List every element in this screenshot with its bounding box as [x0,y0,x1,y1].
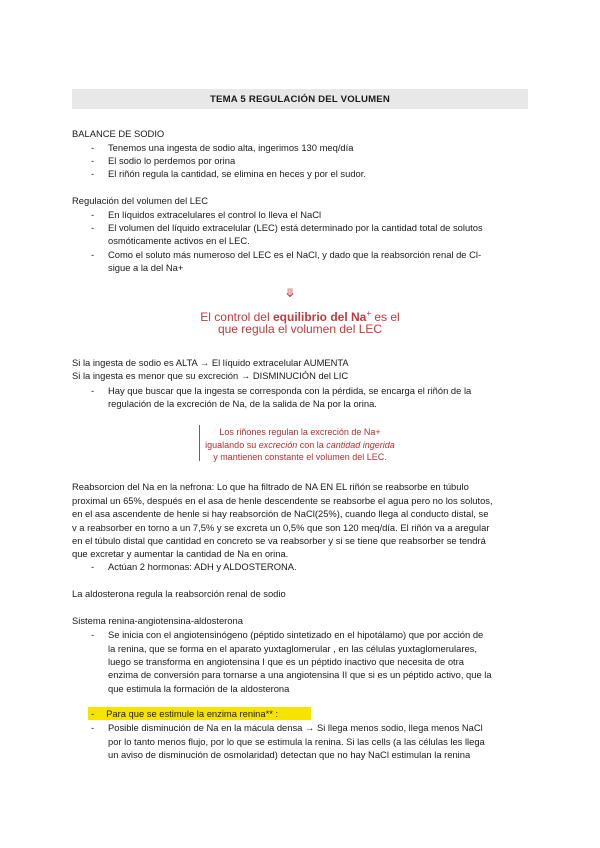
bullet-dash: - [91,722,95,733]
aldo-line: La aldosterona regula la reabsorción renal de sodio [72,588,286,599]
bullet-dash: - [91,249,95,260]
renina-line: por lo tanto menos flujo, por lo que se estimula la renina. Si las cells (a las células les llega [108,736,485,747]
page-title: TEMA 5 REGULACIÓN DEL VOLUMEN [209,93,391,105]
balance-item: El sodio lo perdemos por orina [108,155,236,166]
renina-highlight: - Para que se estimule la enzima renina** : [88,707,311,720]
lec-item-cont: sigue a la del Na+ [108,262,184,273]
bullet-dash: - [91,222,95,233]
lec-item: El volumen del líquido extracelular (LEC) está determinado por la cantidad total de solutos [108,222,483,233]
bullet-dash: - [91,155,95,166]
balance-item: El riñón regula la cantidad, se elimina en heces y por el sudor. [108,168,366,179]
reabs-item: Actúan 2 hormonas: ADH y ALDOSTERONA. [108,561,297,572]
callout-control-line2: que regula el volumen del LEC [217,322,383,336]
bullet-dash: - [91,385,95,396]
reabs-line: Reabsorcion del Na en la nefrona: Lo que ha filtrado de NA EN EL riñón se reabsorbe en túbulo [72,481,469,492]
sraa-line: luego se transforma en angiotensina I que es un péptido inactivo que necesita de otra [108,656,464,667]
callout-control-line1: El control del equilibrio del Na+ es el [200,309,400,324]
sraa-line: enzima de conversión para tornarse a una angiotensina II que si es un péptido activo, que la [108,669,492,680]
lec-item: Como el soluto más numeroso del LEC es el NaCl, y dado que la reabsorción renal de Cl- [108,249,482,260]
reabs-line: proximal un 65%, después en el asa de henle descendente se reabsorbe el agua pero no los solutos, [72,495,493,506]
lec-item: En líquidos extracelulares el control lo lleva el NaCl [108,209,322,220]
title-banner [72,89,528,109]
sraa-heading: Sistema renina-angiotensina-aldosterona [72,615,243,626]
reabs-line: en el asa ascendente de henle si hay reabsorción de NaCl(25%), cuando llega al conducto distal, se [72,508,489,519]
ingesta-line: Si la ingesta es menor que su excreción → DISMINUCIÓN del LIC [72,370,349,381]
sraa-line: Se inicia con el angiotensinógeno (péptido sintetizado en el hipotálamo) que por acción de [108,629,484,640]
sraa-line: la renina, que se forma en el aparato yuxtaglomerular , en las células yuxtaglomerulares, [108,643,477,654]
reabs-line: que excretar y aumentar la cantidad de Na en orina. [72,548,289,559]
down-arrow-icon: ⤋ [285,286,296,300]
sraa-line: que estimula la formación de la aldosterona [108,683,290,694]
bullet-dash: - [91,209,95,220]
bullet-dash: - [91,629,95,640]
lec-heading: Regulación del volumen del LEC [72,195,209,206]
balance-heading: BALANCE DE SODIO [72,128,165,139]
renina-line: un aviso de disminución de osmolaridad) detectan que no hay NaCl estimulan la renina [108,749,471,760]
callout-kidney: Los riñones regulan la excreción de Na+ igualando su excreción con la cantidad ingerida y mantienen constante el volumen del LEC. [205,427,395,462]
ingesta-line: Si la ingesta de sodio es ALTA → El líquido extracelular AUMENTA [72,357,349,368]
lec-item-cont: osmóticamente activos en el LEC. [108,235,250,246]
ingesta-item-cont: regulación de la excreción de Na, de la salida de Na por la orina. [108,398,377,409]
ingesta-item: Hay que buscar que la ingesta se corresponda con la pérdida, se encarga el riñón de la [108,385,472,396]
reabs-line: en el túbulo distal que cantidad en concreto se va reabsorber y si se tiene que reabsorber se tendrá [72,535,486,546]
bullet-dash: - [91,168,95,179]
renina-line: Posible disminución de Na en la mácula densa → Si llega menos sodio, llega menos NaCl [108,722,483,733]
bullet-dash: - [91,142,95,153]
balance-item: Tenemos una ingesta de sodio alta, ingerimos 130 meq/día [108,142,354,153]
bullet-dash: - [91,561,95,572]
bullet-dash: - [91,708,95,719]
reabs-line: v a reabsorber en torno a un 7,5% y se excreta un 0,5% que son 120 meq/día. El riñón va a aregular [72,522,490,533]
